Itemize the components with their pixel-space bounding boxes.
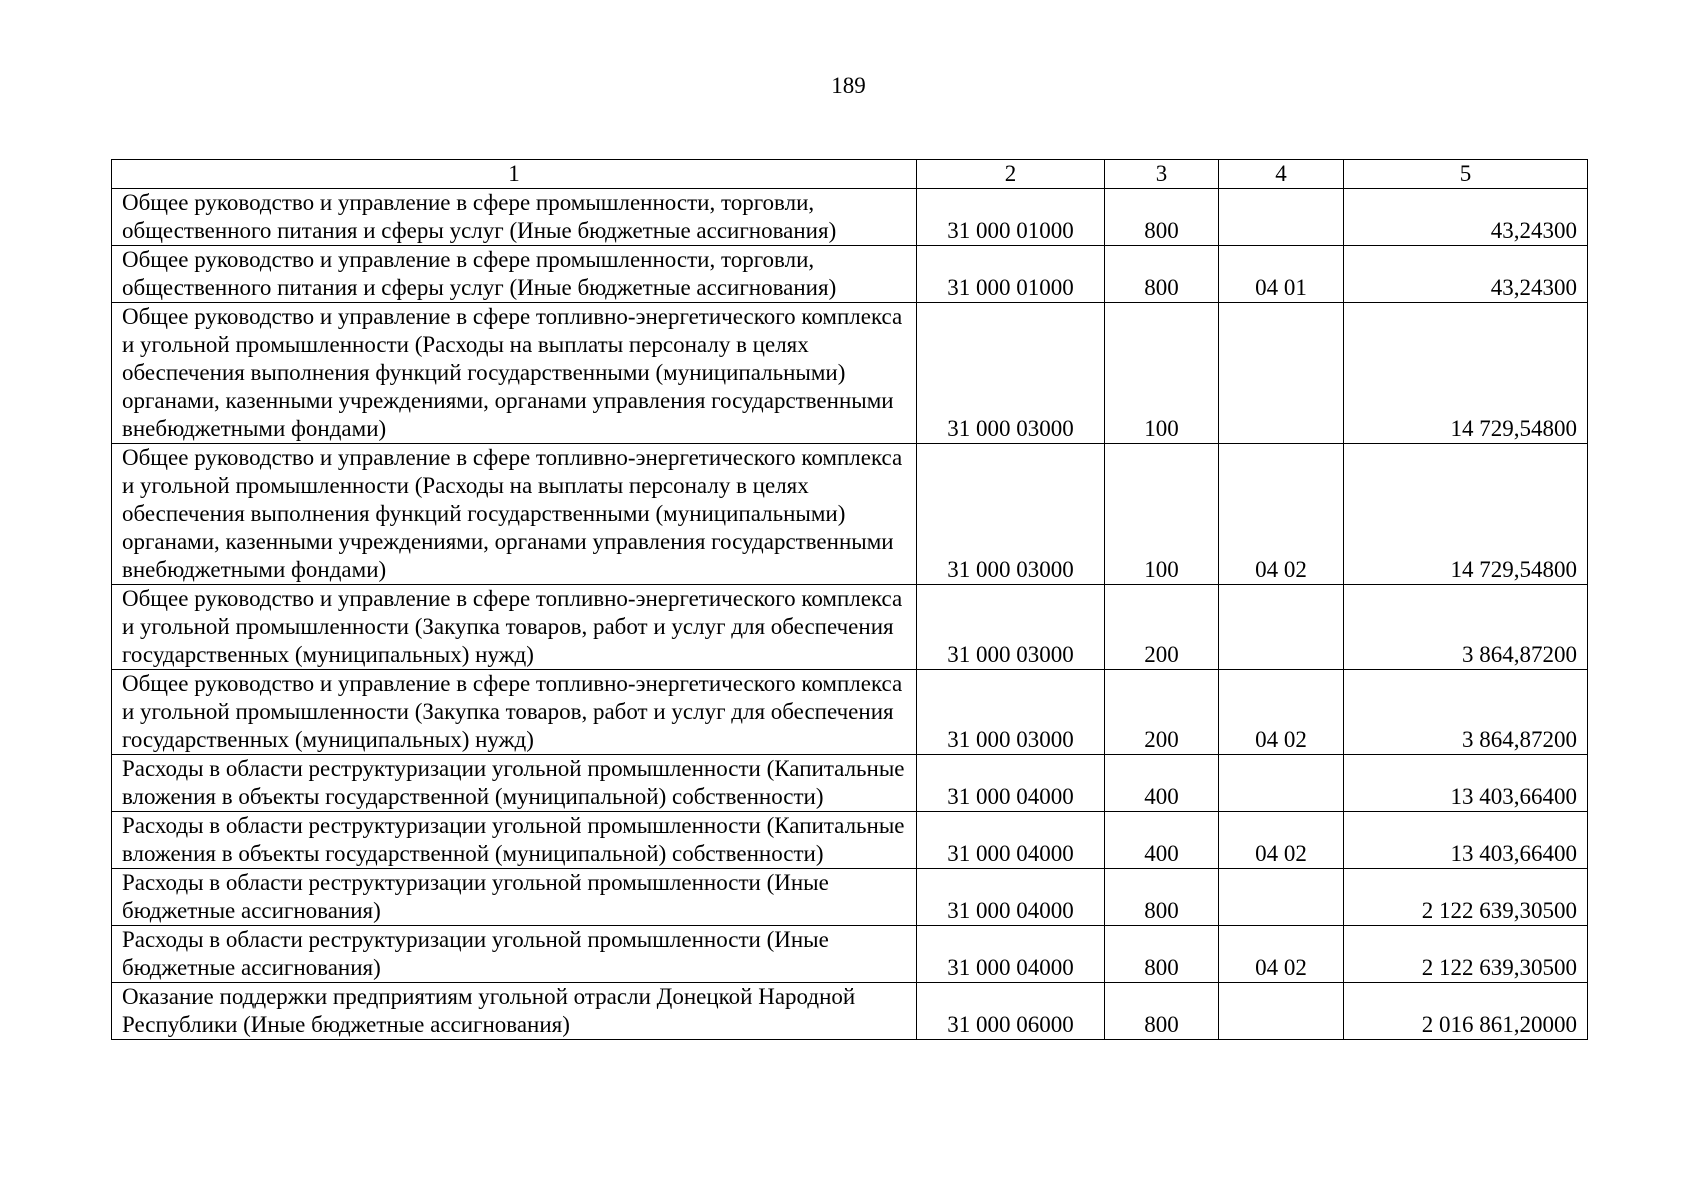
row-target-code: 31 000 04000 <box>917 755 1105 812</box>
row-target-code: 31 000 04000 <box>917 926 1105 983</box>
row-amount: 3 864,87200 <box>1344 670 1588 755</box>
row-section: 04 02 <box>1219 812 1344 869</box>
header-row <box>112 160 1588 189</box>
row-section <box>1219 869 1344 926</box>
row-target-code: 31 000 04000 <box>917 869 1105 926</box>
row-section: 04 02 <box>1219 670 1344 755</box>
row-expense-type: 800 <box>1105 246 1219 303</box>
row-description: Общее руководство и управление в сфере топливно-энергетического комплекса и угольной промышленности (Закупка товаров, работ и услуг для обеспечения государственных (муниципальных) нужд) <box>112 585 917 670</box>
row-section <box>1219 303 1344 444</box>
row-amount: 43,24300 <box>1344 246 1588 303</box>
row-section: 04 02 <box>1219 444 1344 585</box>
row-target-code: 31 000 06000 <box>917 983 1105 1040</box>
budget-table <box>111 159 1588 1040</box>
row-expense-type: 800 <box>1105 869 1219 926</box>
row-target-code: 31 000 01000 <box>917 189 1105 246</box>
row-amount: 3 864,87200 <box>1344 585 1588 670</box>
row-description: Расходы в области реструктуризации угольной промышленности (Капитальные вложения в объекты государственной (муниципальной) собственности) <box>112 812 917 869</box>
table-row <box>112 755 1588 812</box>
table-header <box>112 160 1588 189</box>
row-amount: 2 122 639,30500 <box>1344 869 1588 926</box>
row-expense-type: 800 <box>1105 926 1219 983</box>
row-description: Общее руководство и управление в сфере промышленности, торговли, общественного питания и сферы услуг (Иные бюджетные ассигнования) <box>112 189 917 246</box>
table-row <box>112 444 1588 585</box>
row-expense-type: 200 <box>1105 585 1219 670</box>
row-description: Общее руководство и управление в сфере топливно-энергетического комплекса и угольной промышленности (Расходы на выплаты персоналу в целях обеспечения выполнения функций государственными (муниципальными) органами, казенными учреждениями, органами управления государственными внебюджетными фондами) <box>112 303 917 444</box>
row-amount: 13 403,66400 <box>1344 755 1588 812</box>
row-section: 04 02 <box>1219 926 1344 983</box>
row-amount: 14 729,54800 <box>1344 444 1588 585</box>
table-row <box>112 926 1588 983</box>
row-description: Оказание поддержки предприятиям угольной отрасли Донецкой Народной Республики (Иные бюджетные ассигнования) <box>112 983 917 1040</box>
header-col-4: 4 <box>1219 160 1344 189</box>
table-row <box>112 585 1588 670</box>
row-amount: 43,24300 <box>1344 189 1588 246</box>
row-section <box>1219 189 1344 246</box>
table-row <box>112 189 1588 246</box>
table-row <box>112 983 1588 1040</box>
row-section <box>1219 585 1344 670</box>
row-expense-type: 400 <box>1105 755 1219 812</box>
row-target-code: 31 000 01000 <box>917 246 1105 303</box>
row-expense-type: 400 <box>1105 812 1219 869</box>
row-expense-type: 800 <box>1105 983 1219 1040</box>
table-body <box>112 189 1588 1040</box>
row-description: Общее руководство и управление в сфере топливно-энергетического комплекса и угольной промышленности (Расходы на выплаты персоналу в целях обеспечения выполнения функций государственными (муниципальными) органами, казенными учреждениями, органами управления государственными внебюджетными фондами) <box>112 444 917 585</box>
row-amount: 14 729,54800 <box>1344 303 1588 444</box>
row-target-code: 31 000 03000 <box>917 585 1105 670</box>
row-section <box>1219 755 1344 812</box>
header-col-5: 5 <box>1344 160 1588 189</box>
row-description: Расходы в области реструктуризации угольной промышленности (Иные бюджетные ассигнования) <box>112 926 917 983</box>
header-col-3: 3 <box>1105 160 1219 189</box>
row-description: Расходы в области реструктуризации угольной промышленности (Иные бюджетные ассигнования) <box>112 869 917 926</box>
row-target-code: 31 000 03000 <box>917 670 1105 755</box>
header-col-1: 1 <box>112 160 917 189</box>
row-amount: 2 122 639,30500 <box>1344 926 1588 983</box>
table-row <box>112 303 1588 444</box>
table-row <box>112 246 1588 303</box>
table-row <box>112 670 1588 755</box>
header-col-2: 2 <box>917 160 1105 189</box>
row-expense-type: 100 <box>1105 444 1219 585</box>
page-number: 189 <box>831 73 866 98</box>
row-section <box>1219 983 1344 1040</box>
row-target-code: 31 000 03000 <box>917 444 1105 585</box>
row-target-code: 31 000 03000 <box>917 303 1105 444</box>
row-target-code: 31 000 04000 <box>917 812 1105 869</box>
table-row <box>112 812 1588 869</box>
table-row <box>112 869 1588 926</box>
row-section: 04 01 <box>1219 246 1344 303</box>
row-expense-type: 200 <box>1105 670 1219 755</box>
row-expense-type: 800 <box>1105 189 1219 246</box>
row-amount: 2 016 861,20000 <box>1344 983 1588 1040</box>
row-description: Общее руководство и управление в сфере промышленности, торговли, общественного питания и сферы услуг (Иные бюджетные ассигнования) <box>112 246 917 303</box>
row-description: Расходы в области реструктуризации угольной промышленности (Капитальные вложения в объекты государственной (муниципальной) собственности) <box>112 755 917 812</box>
row-expense-type: 100 <box>1105 303 1219 444</box>
row-description: Общее руководство и управление в сфере топливно-энергетического комплекса и угольной промышленности (Закупка товаров, работ и услуг для обеспечения государственных (муниципальных) нужд) <box>112 670 917 755</box>
row-amount: 13 403,66400 <box>1344 812 1588 869</box>
